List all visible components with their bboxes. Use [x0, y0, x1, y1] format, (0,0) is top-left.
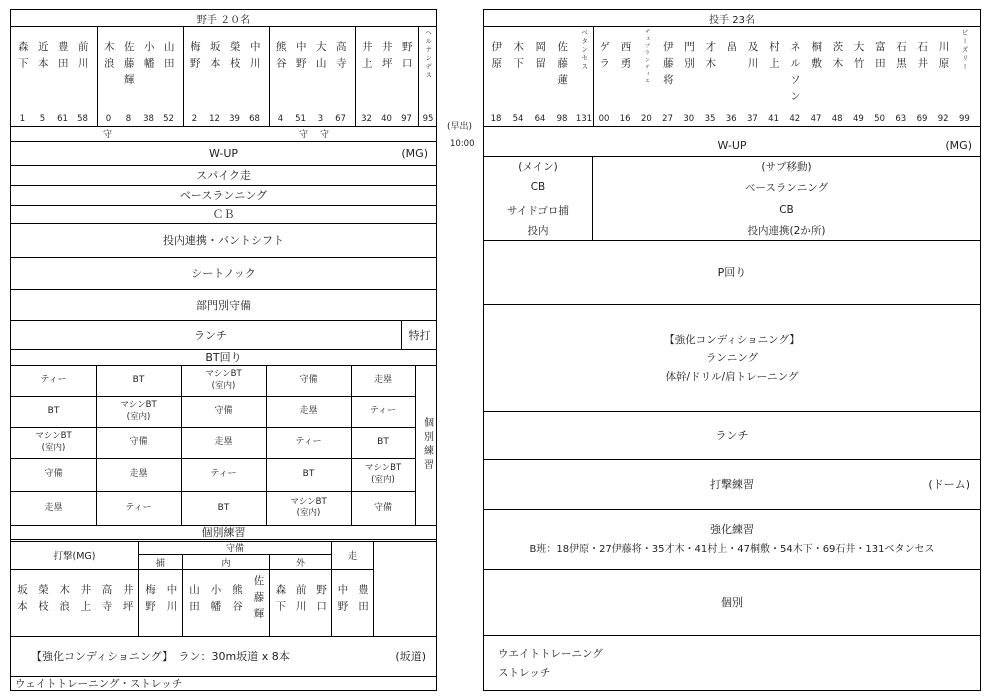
- bt-cell: ティー: [210, 469, 237, 480]
- conditioning-row: [11, 636, 436, 676]
- player-name: 西勇: [619, 41, 632, 74]
- position-label: 守: [299, 130, 309, 140]
- sub-item: CB: [779, 204, 794, 216]
- player-number: 39: [229, 114, 240, 124]
- batting-label: 打撃練習: [710, 478, 754, 491]
- catcher-header: 捕: [155, 558, 165, 569]
- bt-rotation-grid: [11, 365, 415, 525]
- wup-tag-pitcher: (MG): [945, 138, 972, 152]
- p-round-row: P回り: [717, 266, 747, 279]
- player-name: 熊谷: [274, 41, 287, 74]
- conditioning-line: ランニング: [705, 351, 759, 364]
- roster-player: [486, 27, 506, 126]
- player-name: 石黒: [895, 41, 908, 74]
- bt-cell: ティー: [369, 406, 397, 417]
- bt-cell: マシンBT (室内): [364, 463, 402, 485]
- player-name: 才木: [704, 41, 717, 74]
- player-name: ゲラ: [598, 41, 611, 74]
- individual-practice-title: 個別練習: [201, 526, 246, 539]
- roster-player: [419, 27, 437, 126]
- pitcher-conditioning: [484, 304, 980, 411]
- roster-player: [185, 27, 204, 126]
- player-number: 54: [512, 114, 524, 124]
- fielder-schedule: [10, 9, 437, 691]
- roster-player: [594, 27, 614, 126]
- player-number: 49: [852, 114, 864, 124]
- practice-name: 高寺: [100, 584, 113, 617]
- player-number: 27: [662, 114, 673, 124]
- practice-name: 熊谷: [231, 584, 243, 617]
- knock-row: シートノック: [191, 267, 256, 280]
- roster-player: [954, 27, 974, 126]
- bt-cell: 走塁: [129, 469, 148, 480]
- player-number: 3: [317, 114, 324, 124]
- player-name: 大竹: [852, 41, 865, 74]
- player-number: 18: [490, 114, 502, 124]
- bt-cell: ティー: [295, 437, 322, 448]
- player-number: 36: [725, 114, 737, 124]
- bt-cell: マシンBT (室内): [290, 496, 327, 518]
- player-name: 中川: [248, 41, 261, 74]
- roster-player: [508, 27, 528, 126]
- bt-cell: 走塁: [44, 502, 63, 513]
- sub-header: (サブ移動): [761, 160, 812, 173]
- bt-cell: マシンBT (室内): [205, 369, 242, 391]
- player-number: 5: [39, 114, 46, 124]
- player-name: 森下: [16, 41, 29, 74]
- lunch-row-pitcher: ランチ: [715, 429, 749, 442]
- bt-cell: 走塁: [299, 406, 318, 417]
- bt-cell: マシンBT (室内): [120, 400, 157, 422]
- lunch-label: ランチ: [194, 328, 227, 342]
- sub-item: 投内連携(2か所): [747, 224, 826, 237]
- cb-row: ＣＢ: [212, 208, 235, 221]
- player-name: 木浪: [102, 41, 115, 74]
- batting-row: [484, 459, 980, 509]
- bt-cell: 守備: [373, 502, 392, 513]
- roster-player: [636, 27, 656, 126]
- player-name: 近本: [36, 41, 49, 74]
- baserun-row: ベースランニング: [179, 189, 268, 202]
- sub-item: ベースランニング: [744, 181, 829, 194]
- player-number: 99: [958, 114, 970, 124]
- practice-name: 野口: [315, 584, 328, 617]
- individual-practice-table: [11, 541, 373, 636]
- player-name: 伊藤将: [661, 41, 674, 91]
- player-number: 52: [163, 114, 174, 124]
- bt-cell: BT: [302, 469, 315, 480]
- player-name: 伊原: [490, 41, 503, 74]
- position-label: 守: [320, 130, 330, 140]
- roster-player: [615, 27, 635, 126]
- player-number: 48: [831, 114, 843, 124]
- practice-name: 佐藤輝: [252, 575, 265, 625]
- practice-name: 木浪: [58, 584, 71, 617]
- roster-player: [891, 27, 911, 126]
- bt-cell: 走塁: [214, 437, 233, 448]
- player-number: 20: [640, 114, 652, 124]
- lunch-row: [11, 320, 436, 349]
- bt-cell: 守備: [299, 375, 318, 386]
- early-label: (早出): [447, 122, 473, 132]
- wup-label: W-UP: [208, 146, 239, 160]
- practice-name: 森下: [274, 584, 287, 617]
- player-name: ヘルナンデス: [424, 29, 433, 80]
- position-row: [11, 126, 436, 141]
- strength-row: [484, 509, 980, 569]
- player-name: デュプランティエ: [643, 29, 650, 85]
- player-name: 及川: [746, 41, 759, 74]
- roster-player: [848, 27, 868, 126]
- roster-player: [764, 27, 784, 126]
- player-number: 41: [768, 114, 779, 124]
- start-time: 10:00: [450, 139, 475, 149]
- bt-cell: BT: [217, 502, 230, 513]
- outfield-header: 外: [295, 558, 305, 569]
- bt-cell: ティー: [125, 502, 152, 513]
- player-name: ビーズリー: [960, 29, 969, 72]
- player-name: ベタンセス: [580, 29, 589, 72]
- player-name: 畠: [725, 41, 738, 58]
- player-number: 4: [277, 114, 284, 124]
- player-number: 58: [77, 114, 88, 124]
- practice-name: 前川: [294, 584, 307, 617]
- conditioning-tag: (坂道): [395, 650, 426, 663]
- player-number: 51: [295, 114, 306, 124]
- batting-tag: (ドーム): [928, 478, 970, 491]
- conditioning-line: 【強化コンディショニング】: [664, 333, 800, 346]
- conditioning-line: 体幹/ドリル/肩トレーニング: [665, 370, 799, 383]
- player-number: 47: [810, 114, 822, 124]
- roster-player: [119, 27, 138, 126]
- practice-name: 小幡: [209, 584, 222, 617]
- individual-row: 個別: [721, 596, 743, 609]
- hitting-header: 打撃(MG): [53, 551, 96, 562]
- player-number: 00: [598, 114, 610, 124]
- player-name: 大山: [314, 41, 327, 74]
- player-number: 98: [556, 114, 568, 124]
- player-name: 佐藤輝: [122, 41, 135, 91]
- roster-player: [245, 27, 264, 126]
- strength-title: 強化練習: [710, 523, 754, 536]
- player-name: 岡留: [534, 41, 547, 74]
- practice-name: 山田: [188, 584, 200, 617]
- player-name: 川原: [937, 41, 950, 74]
- player-name: 小幡: [142, 41, 155, 74]
- player-number: 8: [125, 114, 132, 124]
- roster-player: [291, 27, 310, 126]
- player-number: 61: [57, 114, 68, 124]
- player-number: 40: [381, 114, 392, 124]
- roster-player: [530, 27, 550, 126]
- main-item: 投内: [527, 224, 549, 237]
- player-number: 30: [683, 114, 695, 124]
- spike-run-row: スパイク走: [196, 169, 251, 182]
- practice-name: 中川: [165, 584, 178, 617]
- roster-player: [574, 27, 594, 126]
- player-number: 67: [335, 114, 346, 124]
- roster-player: [552, 27, 572, 126]
- main-column: [484, 156, 592, 240]
- practice-name: 井上: [79, 584, 92, 617]
- practice-name: 中野: [336, 584, 349, 617]
- pitcher-roster: [484, 27, 980, 126]
- roster-player: [397, 27, 416, 126]
- player-number: 131: [575, 114, 593, 124]
- wup-row: [11, 141, 436, 165]
- roster-player: [912, 27, 932, 126]
- roster-player: [806, 27, 826, 126]
- player-number: 97: [401, 114, 412, 124]
- bt-cell: ティー: [40, 375, 67, 386]
- bt-cell: 走塁: [373, 375, 392, 386]
- player-name: 茨木: [831, 41, 844, 74]
- roster-player: [331, 27, 350, 126]
- main-item: CB: [530, 181, 546, 193]
- bt-cell: 守備: [214, 406, 233, 417]
- fielder-title: 野手 ２０名: [196, 14, 251, 26]
- main-header: (メイン): [518, 160, 558, 173]
- wup-tag: (MG): [401, 146, 428, 160]
- player-name: 坂本: [208, 41, 221, 74]
- player-number: 38: [143, 114, 154, 124]
- running-header: 走: [347, 551, 358, 562]
- player-number: 16: [619, 114, 631, 124]
- player-number: 0: [105, 114, 112, 124]
- wup-label-pitcher: W-UP: [717, 138, 747, 152]
- dept-defense-row: 部門別守備: [196, 298, 251, 312]
- roster-player: [742, 27, 762, 126]
- bt-cell: 守備: [129, 437, 148, 448]
- pitcher-title: 投手 23名: [709, 14, 755, 26]
- fielder-roster: [11, 27, 436, 126]
- player-number: 63: [895, 114, 907, 124]
- special-batting: 特打: [408, 328, 431, 342]
- player-name: 木下: [512, 41, 525, 74]
- player-number: 35: [704, 114, 716, 124]
- roster-player: [700, 27, 720, 126]
- roster-player: [311, 27, 330, 126]
- player-number: 1: [19, 114, 26, 124]
- infield-row: 投内連携・バントシフト: [163, 234, 284, 247]
- player-name: 石井: [916, 41, 929, 74]
- player-name: 井上: [360, 41, 373, 74]
- player-name: 高寺: [334, 41, 347, 74]
- bt-cell: マシンBT (室内): [35, 431, 72, 453]
- bt-cell: BT: [132, 375, 145, 386]
- practice-name: 井坪: [121, 584, 134, 617]
- roster-player: [53, 27, 72, 126]
- sub-column: [593, 156, 980, 240]
- main-item: サイドゴロ捕: [507, 204, 569, 217]
- roster-player: [658, 27, 678, 126]
- player-name: 門別: [683, 41, 696, 74]
- roster-player: [785, 27, 805, 126]
- practice-name: 榮枝: [37, 584, 49, 617]
- roster-player: [99, 27, 118, 126]
- player-name: ネルソン: [789, 41, 802, 107]
- roster-player: [377, 27, 396, 126]
- player-name: 榮枝: [228, 41, 241, 74]
- player-number: 92: [937, 114, 949, 124]
- player-number: 64: [534, 114, 546, 124]
- player-name: 井坪: [380, 41, 393, 74]
- roster-player: [357, 27, 376, 126]
- player-number: 2: [191, 114, 198, 124]
- player-number: 12: [209, 114, 220, 124]
- player-number: 37: [746, 114, 758, 124]
- roster-player: [933, 27, 953, 126]
- player-name: 桐敷: [810, 41, 823, 74]
- roster-player: [205, 27, 224, 126]
- strength-b-group: B班：18伊原・27伊藤将・35才木・41村上・47桐敷・54木下・69石井・131ベタンセス: [529, 543, 935, 555]
- stretch-label: ストレッチ: [498, 667, 551, 679]
- weight-training-row: ウェイトトレーニング・ストレッチ: [15, 678, 183, 690]
- player-name: 前川: [76, 41, 89, 74]
- position-label: 守: [103, 130, 113, 140]
- player-number: 42: [789, 114, 801, 124]
- weight-label: ウエイトトレーニング: [498, 648, 603, 660]
- player-name: 中野: [294, 41, 307, 74]
- practice-name: 豊田: [357, 584, 369, 617]
- roster-player: [870, 27, 890, 126]
- practice-name: 坂本: [15, 584, 28, 617]
- roster-player: [13, 27, 32, 126]
- individual-practice-side: 個別練習: [421, 417, 433, 473]
- roster-player: [73, 27, 92, 126]
- pitcher-schedule: [483, 9, 981, 691]
- roster-player: [33, 27, 52, 126]
- roster-player: [225, 27, 244, 126]
- bt-cell: BT: [47, 406, 60, 417]
- roster-player: [139, 27, 158, 126]
- defense-header: 守備: [225, 544, 244, 554]
- player-number: 95: [422, 114, 434, 124]
- roster-player: [679, 27, 699, 126]
- practice-name: 梅野: [144, 584, 156, 617]
- conditioning-label: 【強化コンディショニング】 ラン：30m坂道 x 8本: [31, 650, 290, 663]
- player-number: 68: [249, 114, 260, 124]
- roster-player: [827, 27, 847, 126]
- bt-cell: BT: [377, 437, 389, 448]
- roster-player: [721, 27, 741, 126]
- bt-round-title: BT回り: [205, 351, 242, 364]
- roster-player: [159, 27, 178, 126]
- player-name: 野口: [400, 41, 413, 74]
- player-name: 豊田: [56, 41, 69, 74]
- player-name: 山田: [162, 41, 175, 74]
- bt-cell: 守備: [44, 469, 63, 480]
- player-number: 69: [916, 114, 928, 124]
- player-name: 佐藤蓮: [556, 41, 569, 91]
- player-name: 梅野: [188, 41, 201, 74]
- player-number: 50: [874, 114, 885, 124]
- player-number: 32: [361, 114, 372, 124]
- roster-player: [271, 27, 290, 126]
- player-name: 富田: [873, 41, 886, 74]
- player-name: 村上: [767, 41, 780, 74]
- infield-header: 内: [221, 558, 231, 569]
